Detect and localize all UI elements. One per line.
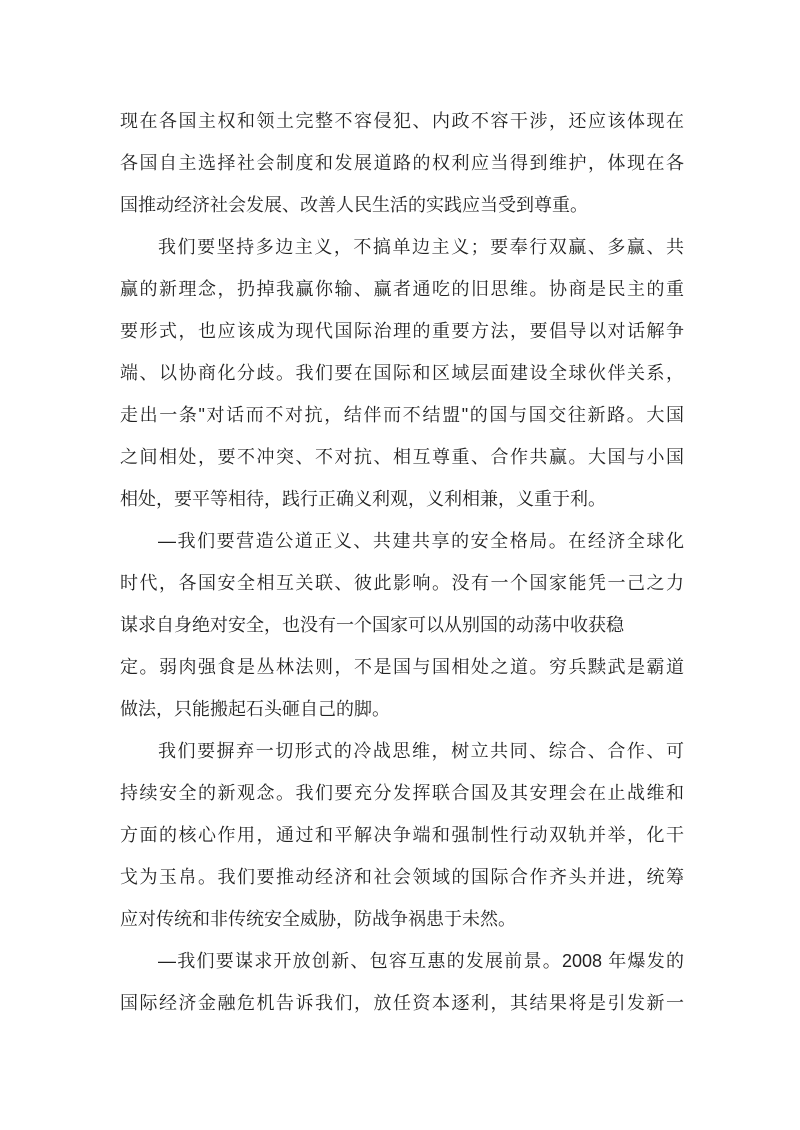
text-line: 国际经济金融危机告诉我们，放任资本逐利，其结果将是引发新一 bbox=[120, 993, 684, 1013]
text-line: 要形式，也应该成为现代国际治理的重要方法，要倡导以对话解争 bbox=[120, 321, 684, 341]
text-line: 我们要摒弃一切形式的冷战思维，树立共同、综合、合作、可 bbox=[158, 741, 684, 761]
text-line: 定。弱肉强食是丛林法则，不是国与国相处之道。穷兵黩武是霸道 bbox=[120, 657, 684, 677]
document-text-block bbox=[120, 100, 684, 1024]
text-line: 现在各国主权和领土完整不容侵犯、内政不容干涉，还应该体现在 bbox=[120, 111, 684, 131]
text-line: 走出一条"对话而不对抗，结伴而不结盟"的国与国交往新路。大国 bbox=[120, 405, 684, 425]
text-line: 应对传统和非传统安全威胁，防战争祸患于未然。 bbox=[120, 909, 516, 929]
text-line: 方面的核心作用，通过和平解决争端和强制性行动双轨并举，化干 bbox=[120, 825, 684, 845]
paragraph-5 bbox=[120, 940, 684, 1024]
text-line: 戈为玉帛。我们要推动经济和社会领域的国际合作齐头并进，统筹 bbox=[120, 867, 684, 887]
text-line: 赢的新理念，扔掉我赢你输、赢者通吃的旧思维。协商是民主的重 bbox=[120, 279, 684, 299]
text-line: 之间相处，要不冲突、不对抗、相互尊重、合作共赢。大国与小国 bbox=[120, 447, 684, 467]
paragraph-1 bbox=[120, 100, 684, 226]
text-line: 谋求自身绝对安全，也没有一个国家可以从别国的动荡中收获稳 bbox=[120, 615, 624, 635]
text-line: —我们要谋求开放创新、包容互惠的发展前景。2008 年爆发的 bbox=[158, 951, 684, 971]
text-line: 相处，要平等相待，践行正确义利观，义利相兼，义重于利。 bbox=[120, 489, 606, 509]
paragraph-4 bbox=[120, 730, 684, 940]
text-line: 我们要坚持多边主义，不搞单边主义；要奉行双赢、多赢、共 bbox=[158, 237, 684, 257]
text-line: 做法，只能搬起石头砸自己的脚。 bbox=[120, 699, 390, 719]
text-line: —我们要营造公道正义、共建共享的安全格局。在经济全球化 bbox=[158, 531, 684, 551]
text-line: 端、以协商化分歧。我们要在国际和区域层面建设全球伙伴关系， bbox=[120, 363, 684, 383]
text-line: 国推动经济社会发展、改善人民生活的实践应当受到尊重。 bbox=[120, 195, 588, 215]
paragraph-2 bbox=[120, 226, 684, 520]
text-line: 各国自主选择社会制度和发展道路的权利应当得到维护，体现在各 bbox=[120, 153, 684, 173]
text-line: 时代，各国安全相互关联、彼此影响。没有一个国家能凭一己之力 bbox=[120, 573, 684, 593]
paragraph-3 bbox=[120, 520, 684, 730]
text-line: 持续安全的新观念。我们要充分发挥联合国及其安理会在止战维和 bbox=[120, 783, 684, 803]
